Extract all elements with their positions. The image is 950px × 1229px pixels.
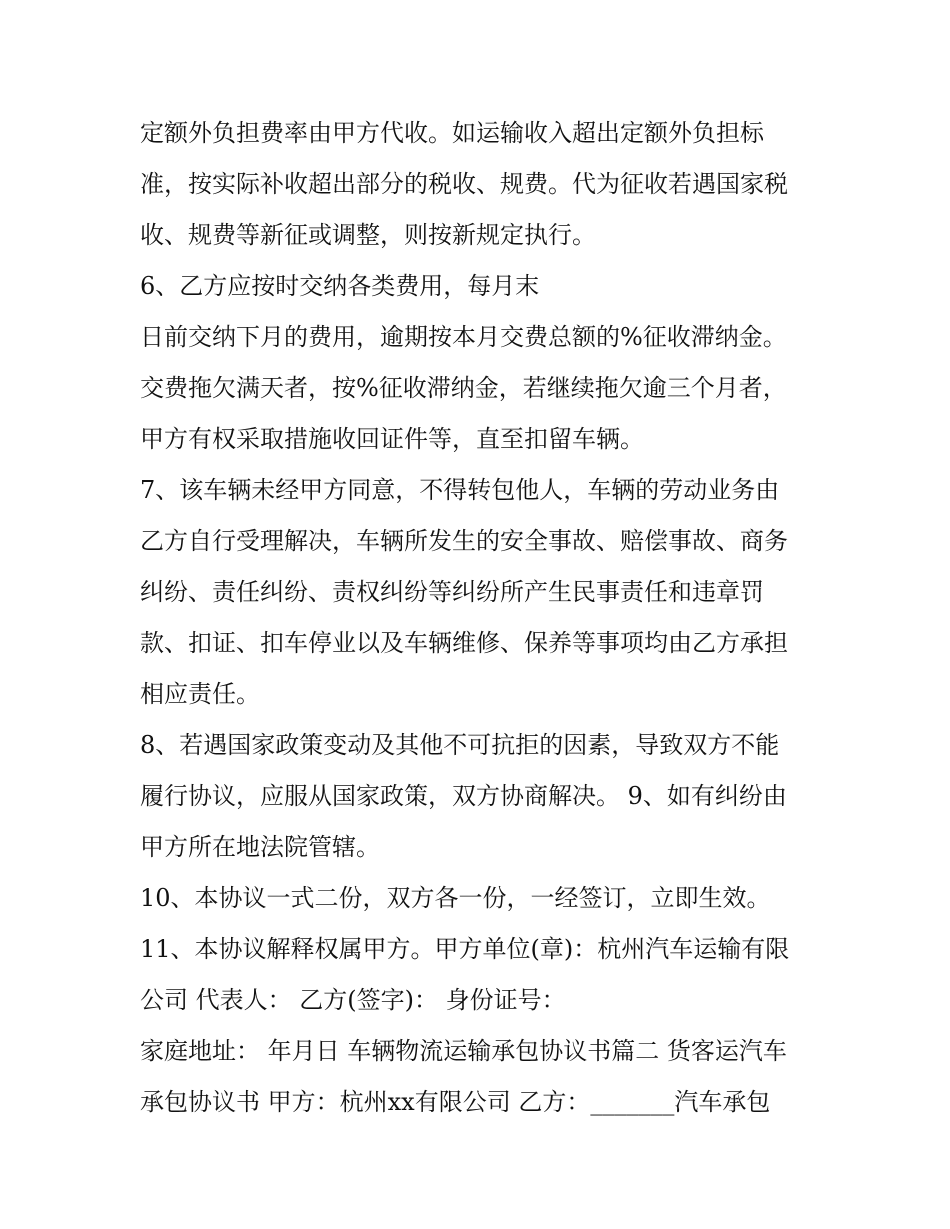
text-line: 准，按实际补收超出部分的税收、规费。代为征收若遇国家税 [140,170,788,198]
text-line: 履行协议，应服从国家政策，双方协商解决。 9、如有纠纷由 [140,782,787,810]
text-line: 承包协议书 甲方：杭州xx有限公司 乙方：_______汽车承包 [140,1088,771,1116]
text-line: 纠纷、责任纠纷、责权纠纷等纠纷所产生民事责任和违章罚 [140,578,764,606]
clause-11-line: 11、本协议解释权属甲方。甲方单位(章)：杭州汽车运输有限 [140,935,790,963]
text-line: 家庭地址： 年月日 车辆物流运输承包协议书篇二 货客运汽车 [140,1037,787,1065]
text-line: 收、规费等新征或调整，则按新规定执行。 [140,221,596,249]
text-line: 相应责任。 [140,680,260,708]
clause-6-line: 6、乙方应按时交纳各类费用，每月末 [140,272,540,300]
text-line: 定额外负担费率由甲方代收。如运输收入超出定额外负担标 [140,119,764,147]
clause-10-line: 10、本协议一式二份，双方各一份，一经签订，立即生效。 [140,884,771,912]
text-line: 乙方自行受理解决，车辆所发生的安全事故、赔偿事故、商务 [140,527,788,555]
text-line: 甲方有权采取措施收回证件等，直至扣留车辆。 [140,425,644,453]
text-line: 甲方所在地法院管辖。 [140,833,380,861]
clause-8-line: 8、若遇国家政策变动及其他不可抗拒的因素，导致双方不能 [140,731,780,759]
text-line: 交费拖欠满天者，按%征收滞纳金，若继续拖欠逾三个月者， [140,374,787,402]
text-line: 款、扣证、扣车停业以及车辆维修、保养等事项均由乙方承担 [140,629,788,657]
clause-7-line: 7、该车辆未经甲方同意，不得转包他人，车辆的劳动业务由 [140,476,780,504]
text-line: 日前交纳下月的费用，逾期按本月交费总额的%征收滞纳金。 [140,323,787,351]
text-line: 公司 代表人： 乙方(签字)： 身份证号： [140,986,566,1014]
document-body [140,108,820,1128]
